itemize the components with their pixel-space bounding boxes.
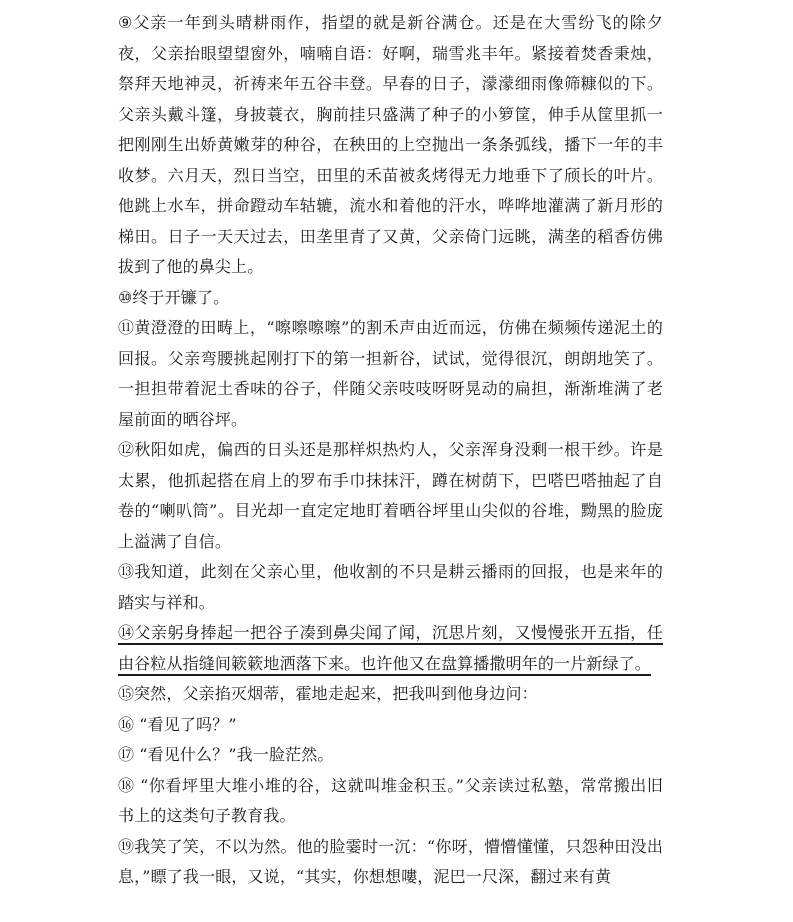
paragraph-marker: ⑯ <box>118 714 135 734</box>
paragraph-14-underlined <box>118 618 663 679</box>
paragraph-marker: ⑭ <box>118 623 135 642</box>
paragraph-10 <box>118 283 663 314</box>
paragraph-text: 我知道，此刻在父亲心里，他收割的不只是耕云播雨的回报，也是来年的踏实与祥和。 <box>118 562 663 612</box>
paragraph-marker: ⑲ <box>118 836 135 856</box>
paragraph-16 <box>118 710 663 741</box>
paragraph-18 <box>118 771 663 832</box>
paragraph-text: 我笑了笑，不以为然。他的脸霎时一沉：“你呀，懵懵懂懂，只怨种田没出息，”瞟了我一眼，又说，“其实，你想想嘍，泥巴一尺深，翻过来有黄 <box>118 836 663 886</box>
paragraph-marker: ⑰ <box>118 745 135 764</box>
paragraph-text: 突然，父亲掐灭烟蒂，霍地走起来，把我叫到他身边问： <box>134 684 538 703</box>
paragraph-marker: ⑬ <box>118 562 135 581</box>
paragraph-text: 终于开镰了。 <box>132 287 230 307</box>
paragraph-text: 父亲躬身捧起一把谷子凑到鼻尖闻了闻，沉思片刻，又慢慢张开五指，任由谷粒从指缝间簌簌地洒落下来。也许他又在盘算播撒明年的一片新绿了。 <box>118 623 663 673</box>
paragraph-17 <box>118 740 663 771</box>
paragraph-13 <box>118 557 663 618</box>
paragraph-12 <box>118 435 663 557</box>
paragraph-text: 黄澄澄的田畴上，“嚓嚓嚓嚓”的割禾声由近而远，仿佛在频频传递泥土的回报。父亲弯腰挑起刚打下的第一担新谷，试试，觉得很沉，朗朗地笑了。一担担带着泥土香味的谷子，伴随父亲吱吱呀呀晃动的扁担，渐渐堆满了老屋前面的晒谷坪。 <box>118 318 663 429</box>
paragraph-15 <box>118 679 663 710</box>
paragraph-text: 父亲一年到头晴耕雨作，指望的就是新谷满仓。还是在大雪纷飞的除夕夜，父亲抬眼望望窗外，喃喃自语：好啊，瑞雪兆丰年。紧接着焚香秉烛，祭拜天地神灵，祈祷来年五谷丰登。早春的日子，濛濛细雨像筛糠似的下。父亲头戴斗篷，身披蓑衣，胸前挂只盛满了种子的小箩筐，伸手从筐里抓一把刚刚生出娇黄嫩芽的种谷，在秧田的上空抛出一条条弧线，播下一年的丰收梦。六月天，烈日当空，田里的禾苗被炙烤得无力地垂下了颀长的叶片。他跳上水车，拼命蹬动车轱辘，流水和着他的汗水，哗哗地灌满了新月形的梯田。日子一天天过去，田垄里青了又黄，父亲倚门远眺，满垄的稻香仿佛拔到了他的鼻尖上。 <box>118 13 663 276</box>
paragraph-19 <box>118 832 663 893</box>
paragraph-9 <box>118 8 663 283</box>
paragraph-marker: ⑪ <box>118 318 135 337</box>
paragraph-marker: ⑨ <box>118 13 134 32</box>
paragraph-text: “看见了吗？” <box>134 714 237 734</box>
paragraph-text: “看见什么？”我一脸茫然。 <box>134 745 334 764</box>
paragraph-text: 秋阳如虎，偏西的日头还是那样炽热灼人，父亲浑身没剩一根干纱。许是太累，他抓起搭在肩上的罗布手巾抹抹汗，蹲在树荫下，巴嗒巴嗒抽起了自卷的“喇叭筒”。目光却一直定定地盯着晒谷坪里山尖似的谷堆，黝黑的脸庞上溢满了自信。 <box>118 440 663 551</box>
paragraph-marker: ⑮ <box>118 684 135 703</box>
paragraph-text: “你看坪里大堆小堆的谷，这就叫堆金积玉。”父亲读过私塾，常常搬出旧书上的这类句子教育我。 <box>118 775 663 825</box>
paragraph-marker: ⑩ <box>118 287 133 307</box>
paragraph-marker: ⑱ <box>118 775 135 795</box>
paragraph-marker: ⑫ <box>118 440 135 459</box>
paragraph-11 <box>118 313 663 435</box>
